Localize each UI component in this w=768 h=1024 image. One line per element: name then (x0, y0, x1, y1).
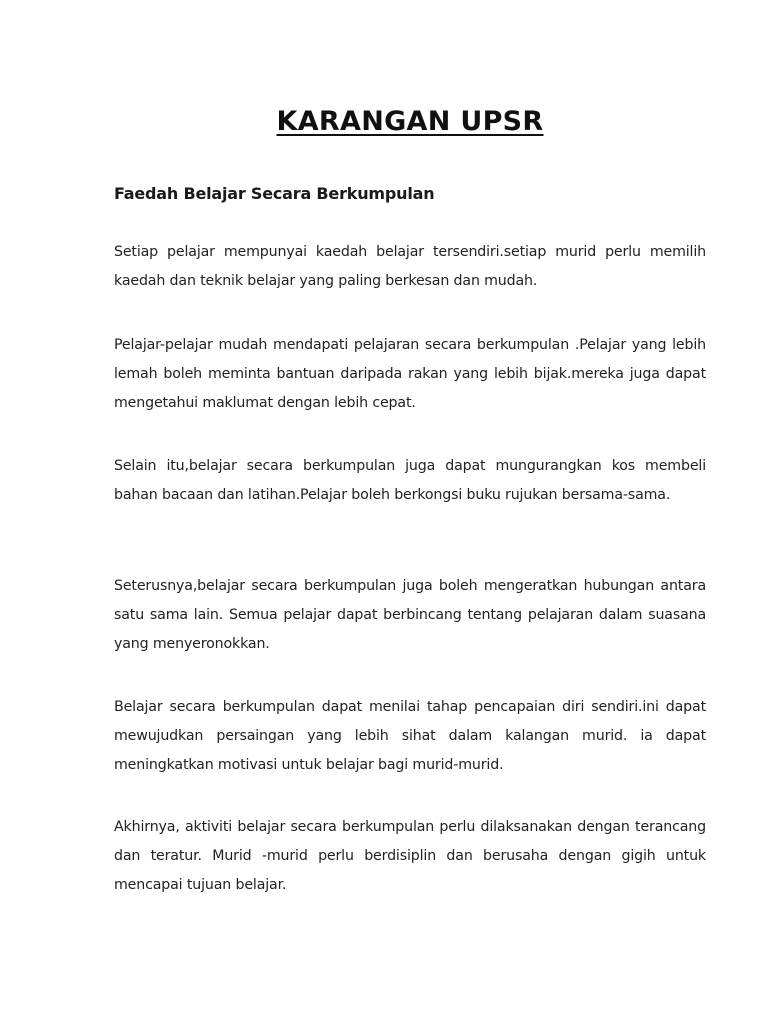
document-title: KARANGAN UPSR (276, 106, 544, 137)
essay-subtitle: Faedah Belajar Secara Berkumpulan (114, 184, 435, 203)
paragraph-1: Setiap pelajar mempunyai kaedah belajar tersendiri.setiap murid perlu memilih kaedah dan teknik belajar yang paling berkesan dan mudah. (114, 244, 706, 289)
paragraph-4: Seterusnya,belajar secara berkumpulan juga boleh mengeratkan hubungan antara satu sama lain. Semua pelajar dapat berbincang tentang pelajaran dalam suasana yang menyeronokkan. (114, 578, 706, 652)
paragraph-2: Pelajar-pelajar mudah mendapati pelajaran secara berkumpulan .Pelajar yang lebih lemah boleh meminta bantuan daripada rakan yang lebih bijak.mereka juga dapat mengetahui maklumat dengan lebih cepat. (114, 337, 706, 411)
paragraph-3: Selain itu,belajar secara berkumpulan juga dapat mungurangkan kos membeli bahan bacaan dan latihan.Pelajar boleh berkongsi buku rujukan bersama-sama. (114, 458, 706, 503)
paragraph-6: Akhirnya, aktiviti belajar secara berkumpulan perlu dilaksanakan dengan terancang dan teratur. Murid -murid perlu berdisiplin dan berusaha dengan gigih untuk mencapai tujuan belajar. (114, 819, 706, 893)
paragraph-5: Belajar secara berkumpulan dapat menilai tahap pencapaian diri sendiri.ini dapat mewujudkan persaingan yang lebih sihat dalam kalangan murid. ia dapat meningkatkan motivasi untuk belajar bagi murid-murid. (114, 699, 706, 773)
